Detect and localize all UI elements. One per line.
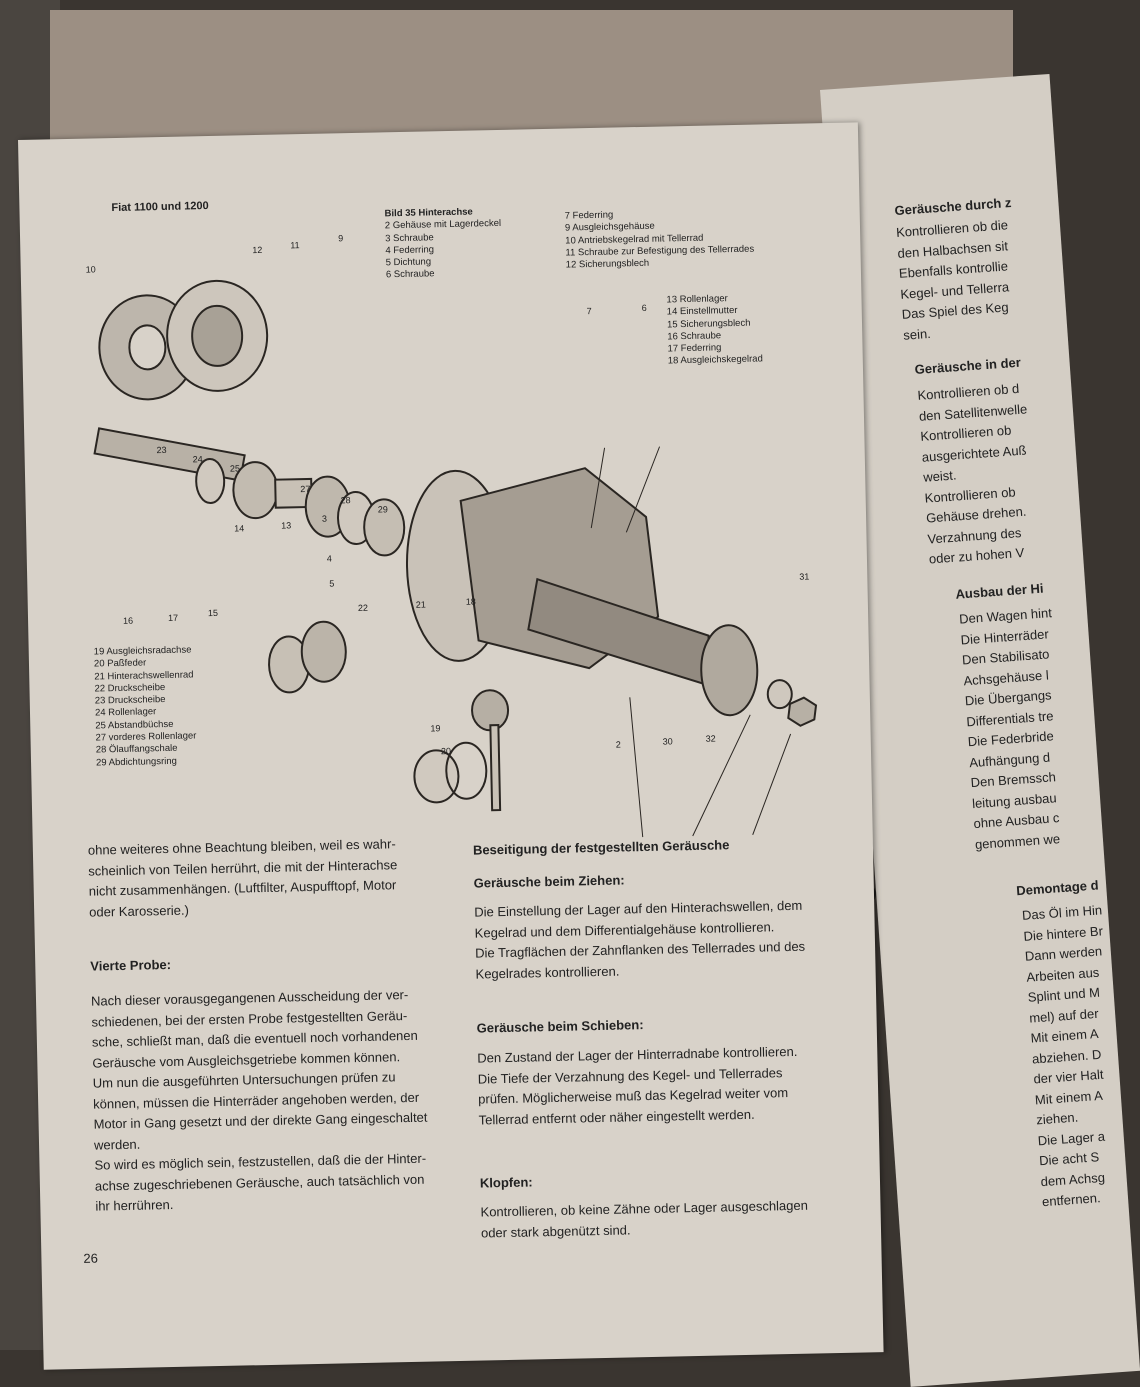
part-number: 3: [321, 513, 328, 524]
text-schieben: Den Zustand der Lager der Hinterradnabe kontrollieren. Die Tiefe der Verzahnung des Kegel- und Tellerrades prüfen. Möglicherweise muß das Kegelrad weiter vom Tellerrad entfernt oder näher eingestellt werden.: [477, 1043, 798, 1128]
part-number: 5: [329, 578, 335, 589]
part-number: 11: [290, 240, 300, 251]
heading-ziehen: Geräusche beim Ziehen:: [473, 872, 625, 891]
left-column-intro: ohne weiteres ohne Beachtung bleiben, weil es wahr- scheinlich von Teilen herrührt, die mit der Hinterachse nicht zusammenhängen. (Luftfilter, Auspufftopf, Motor oder Karosserie.): [87, 836, 398, 920]
part-number: 28: [340, 495, 351, 506]
part-number: 24: [192, 454, 203, 465]
heading-beseitigung: Beseitigung der festgestellten Geräusche: [472, 837, 730, 858]
right-text-4: Das Öl im Hin Die hintere Br Dann werden Arbeiten aus Splint und M mel) auf der Mit einem A abziehen. D der vier Halt Mit einem A ziehen. Die Lager a Die acht S dem Achsg entfernen.: [1021, 902, 1106, 1210]
right-text-3: Den Wagen hint Die Hinterräder Den Stabilisato Achsgehäuse l Die Übergangs Differentials tre Die Federbride Aufhängung d Den Bremssch leitung ausbau ohne Ausbau c genommen we: [958, 605, 1061, 852]
part-number: 12: [252, 244, 263, 256]
right-heading-3: Ausbau der Hi: [954, 580, 1044, 602]
part-number: 18: [465, 596, 476, 607]
left-page: [18, 122, 884, 1369]
part-number: 14: [234, 523, 245, 534]
right-heading-1: Geräusche durch z: [894, 194, 1012, 219]
part-number: 23: [156, 444, 167, 456]
part-number: 31: [799, 571, 810, 582]
page-number: 26: [83, 1250, 99, 1266]
part-number: 16: [122, 615, 134, 626]
right-text-2: Kontrollieren ob d den Satellitenwelle Kontrollieren ob ausgerichtete Auß weist. Kontrollieren ob Gehäuse drehen. Verzahnung des oder zu hohen V: [917, 380, 1028, 567]
figure-legend-b: 7 Federring 9 Ausgleichsgehäuse 10 Antriebskegelrad mit Tellerrad 11 Schraube zur Befestigung des Tellerrades 12 Sicherungsblech: [564, 209, 755, 271]
text-klopfen: Kontrollieren, ob keine Zähne oder Lager ausgeschlagen oder stark abgenützt sind.: [480, 1197, 809, 1241]
part-number: 19: [430, 723, 441, 734]
part-number: 21: [415, 599, 426, 610]
part-number: 4: [326, 553, 332, 564]
exploded-axle-drawing: [60, 213, 832, 789]
part-number: 15: [207, 607, 219, 619]
part-number: 30: [662, 736, 673, 747]
figure-legend-d: 19 Ausgleichsradachse 20 Paßfeder 21 Hinterachswellenrad 22 Druckscheibe 23 Druckscheibe 24 Rollenlager 25 Abstandbüchse 27 vorderes Rollenlager 28 Ölauffangschale 29 Abdichtungsring: [93, 644, 197, 769]
heading-klopfen: Klopfen:: [479, 1174, 533, 1191]
part-number: 13: [281, 520, 292, 531]
left-column-paragraph: Nach dieser vorausgegangenen Ausscheidung der ver- schiedenen, bei der ersten Probe festgestellten Geräu- sche, schließt man, daß die eventuell noch vorhandenen Geräusche vom Ausgleichsgetriebe kommen können. Um nun die ausgeführten Untersuchungen prüfen zu können, müssen die Hinterräder angehoben werden, der Motor in Gang gesetzt und der direkte Gang eingeschaltet werden. So wird es möglich sein, festzustellen, daß die der Hinter- achse zugeschriebenen Geräusche, auch tatsächlich von ihr herrühren.: [90, 987, 428, 1214]
figure-legend-a: Bild 35 Hinterachse 2 Gehäuse mit Lagerdeckel 3 Schraube 4 Federring 5 Dichtung 6 Schraube: [384, 206, 502, 281]
right-text-1: Kontrollieren ob die den Halbachsen sit Ebenfalls kontrollie Kegel- und Tellerra Das Spiel des Keg sein.: [895, 217, 1010, 343]
part-number: 25: [229, 463, 241, 474]
heading-vierte-probe: Vierte Probe:: [90, 956, 172, 974]
heading-schieben: Geräusche beim Schieben:: [476, 1017, 644, 1036]
part-number: 10: [85, 264, 96, 275]
part-number: 32: [705, 733, 716, 744]
part-number: 22: [357, 602, 368, 613]
figure-legend-c: 13 Rollenlager 14 Einstellmutter 15 Sicherungsblech 16 Schraube 17 Federring 18 Ausgleichskegelrad: [666, 293, 763, 367]
part-number: 29: [377, 504, 388, 515]
text-ziehen: Die Einstellung der Lager auf den Hinterachswellen, dem Kegelrad und dem Differentialgehäuse kontrollieren. Die Tragflächen der Zahnflanken des Tellerrades und des Kegelrades kontrollieren.: [474, 897, 806, 982]
part-number: 2: [615, 739, 621, 750]
part-number: 6: [641, 302, 647, 313]
right-heading-4: Demontage d: [1015, 877, 1100, 899]
part-number: 7: [586, 306, 592, 317]
part-number: 17: [167, 612, 179, 623]
part-number: 20: [440, 746, 452, 757]
part-number: 27: [300, 483, 311, 495]
page-header: Fiat 1100 und 1200: [111, 200, 209, 215]
right-heading-2: Geräusche in der: [914, 354, 1022, 378]
part-number: 9: [338, 233, 344, 244]
